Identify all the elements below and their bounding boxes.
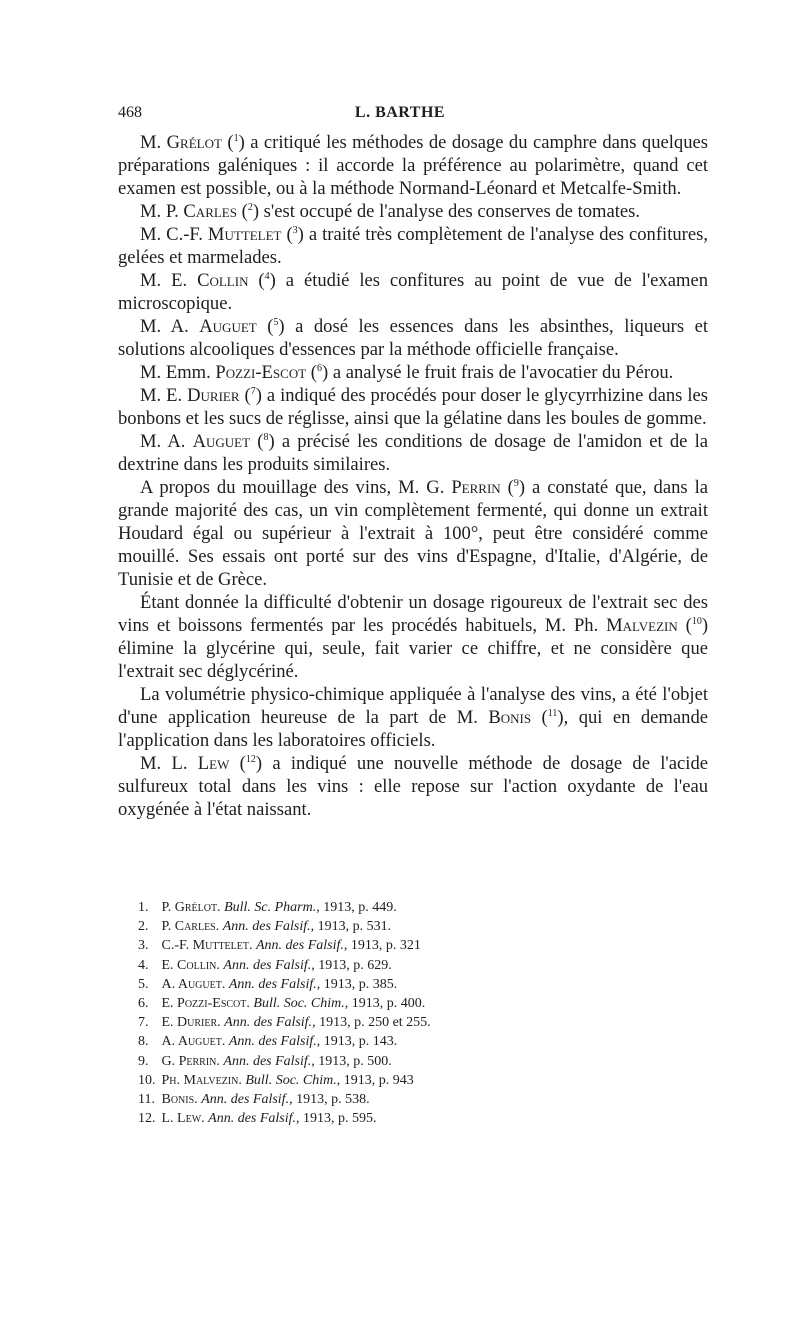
footnote-ref: 4: [264, 270, 270, 282]
body-text: [118, 131, 708, 821]
author-name: Malvezin: [606, 615, 678, 636]
footnote: 5. A. Auguet. Ann. des Falsif., 1913, p. 385.: [138, 976, 398, 992]
author-name: Auguet: [199, 316, 257, 337]
footnote-ref: 8: [263, 431, 269, 443]
footnote: 6. E. Pozzi-Escot. Bull. Soc. Chim., 1913, p. 400.: [138, 996, 426, 1012]
paragraph: M. C.-F. Muttelet ($^3$) a traité très complètement de l'analyse des confitures, gelées et marmelades.: [118, 224, 708, 268]
paragraph: M. Emm. Pozzi-Escot ($^6$) a analysé le fruit frais de l'avocatier du Pérou.: [140, 362, 674, 383]
paragraph: M. A. Auguet ($^5$) a dosé les essences dans les absinthes, liqueurs et solutions alcooliques d'essences par la méthode officielle française.: [118, 316, 709, 360]
footnote: 7. E. Durier. Ann. des Falsif., 1913, p. 250 et 255.: [138, 1015, 431, 1031]
footnote-ref: 12: [245, 753, 256, 765]
paragraph: M. Grélot ($^1$) a critiqué les méthodes de dosage du camphre dans quelques préparations galéniques : il accorde la préférence au polarimètre, quand cet examen est possible, ou à la méthode Normand-Léonard et Metcalfe-Smith.: [118, 132, 708, 199]
author-name: Muttelet: [207, 224, 282, 245]
footnote: 12. L. Lew. Ann. des Falsif., 1913, p. 595.: [138, 1111, 377, 1127]
author-name: Grélot: [166, 132, 222, 153]
author-name: Auguet: [192, 431, 251, 452]
paragraph: La volumétrie physico-chimique appliquée à l'analyse des vins, a été l'objet d'une application heureuse de la part de M. Bonis ($^{11}$), qui en demande l'application dans les laboratoires officiels.: [118, 684, 708, 751]
footnote: 3. C.-F. Muttelet. Ann. des Falsif., 1913, p. 321: [138, 938, 421, 954]
paragraph: A propos du mouillage des vins, M. G. Perrin ($^9$) a constaté que, dans la grande majorité des cas, un vin complètement fermenté, qui donne un extrait Houdard égal ou supérieur à l'extrait à 100°, peut être considéré comme mouillé. Ses essais ont porté sur des vins d'Espagne, d'Italie, d'Algérie, de Tunisie et de Grèce.: [118, 477, 708, 590]
footnote: 11. Bonis. Ann. des Falsif., 1913, p. 538.: [138, 1092, 370, 1108]
page-number: 468: [118, 104, 142, 121]
footnote-ref: 2: [247, 201, 253, 213]
running-title: L. BARTHE: [354, 104, 446, 121]
author-name: Collin: [197, 270, 249, 291]
paragraph: M. P. Carles ($^2$) s'est occupé de l'analyse des conserves de tomates.: [140, 201, 641, 222]
author-name: Perrin: [451, 477, 501, 498]
footnote-ref: 1: [233, 132, 239, 144]
footnote: 2. P. Carles. Ann. des Falsif., 1913, p. 531.: [138, 919, 392, 935]
footnote: 1. P. Grélot. Bull. Sc. Pharm., 1913, p. 449.: [138, 900, 397, 915]
footnote: 4. E. Collin. Ann. des Falsif., 1913, p. 629.: [138, 957, 392, 973]
paragraph: M. E. Collin ($^4$) a étudié les confitures au point de vue de l'examen microscopique.: [118, 270, 708, 314]
page-header: [118, 104, 682, 126]
footnote: 8. A. Auguet. Ann. des Falsif., 1913, p. 143.: [138, 1034, 398, 1050]
footnote-ref: 9: [513, 477, 519, 489]
author-name: Pozzi-Escot: [215, 362, 307, 383]
footnote-ref: 11: [547, 707, 558, 719]
paragraph: Étant donnée la difficulté d'obtenir un dosage rigoureux de l'extrait sec des vins et boissons fermentés par les procédés habituels, M. Ph. Malvezin ($^{10}$) élimine la glycérine qui, seule, fait varier ce chiffre, et ne considère que l'extrait sec déglycériné.: [118, 592, 709, 682]
author-name: Lew: [197, 753, 230, 774]
author-name: Bonis: [488, 707, 532, 728]
footnote: 10. Ph. Malvezin. Bull. Soc. Chim., 1913, p. 943: [138, 1072, 414, 1088]
footnote: 9. G. Perrin. Ann. des Falsif., 1913, p. 500.: [138, 1053, 392, 1069]
paragraph: M. L. Lew ($^{12}$) a indiqué une nouvelle méthode de dosage de l'acide sulfureux total dans les vins : elle repose sur l'action oxydante de l'eau oxygénée à l'état naissant.: [118, 753, 708, 820]
footnotes: [138, 898, 598, 1128]
footnote-ref: 10: [691, 615, 702, 627]
footnote-ref: 3: [292, 224, 298, 236]
footnote-ref: 7: [250, 385, 256, 397]
footnote-ref: 6: [317, 362, 322, 374]
author-name: Durier: [187, 385, 240, 406]
author-name: Carles: [183, 201, 237, 222]
paragraph: M. A. Auguet ($^8$) a précisé les conditions de dosage de l'amidon et de la dextrine dans les produits similaires.: [118, 431, 709, 475]
footnote-ref: 5: [273, 316, 279, 328]
paragraph: M. E. Durier ($^7$) a indiqué des procédés pour doser le glycyrrhizine dans les bonbons et les sucs de réglisse, ainsi que la gélatine dans les boules de gomme.: [118, 385, 709, 429]
